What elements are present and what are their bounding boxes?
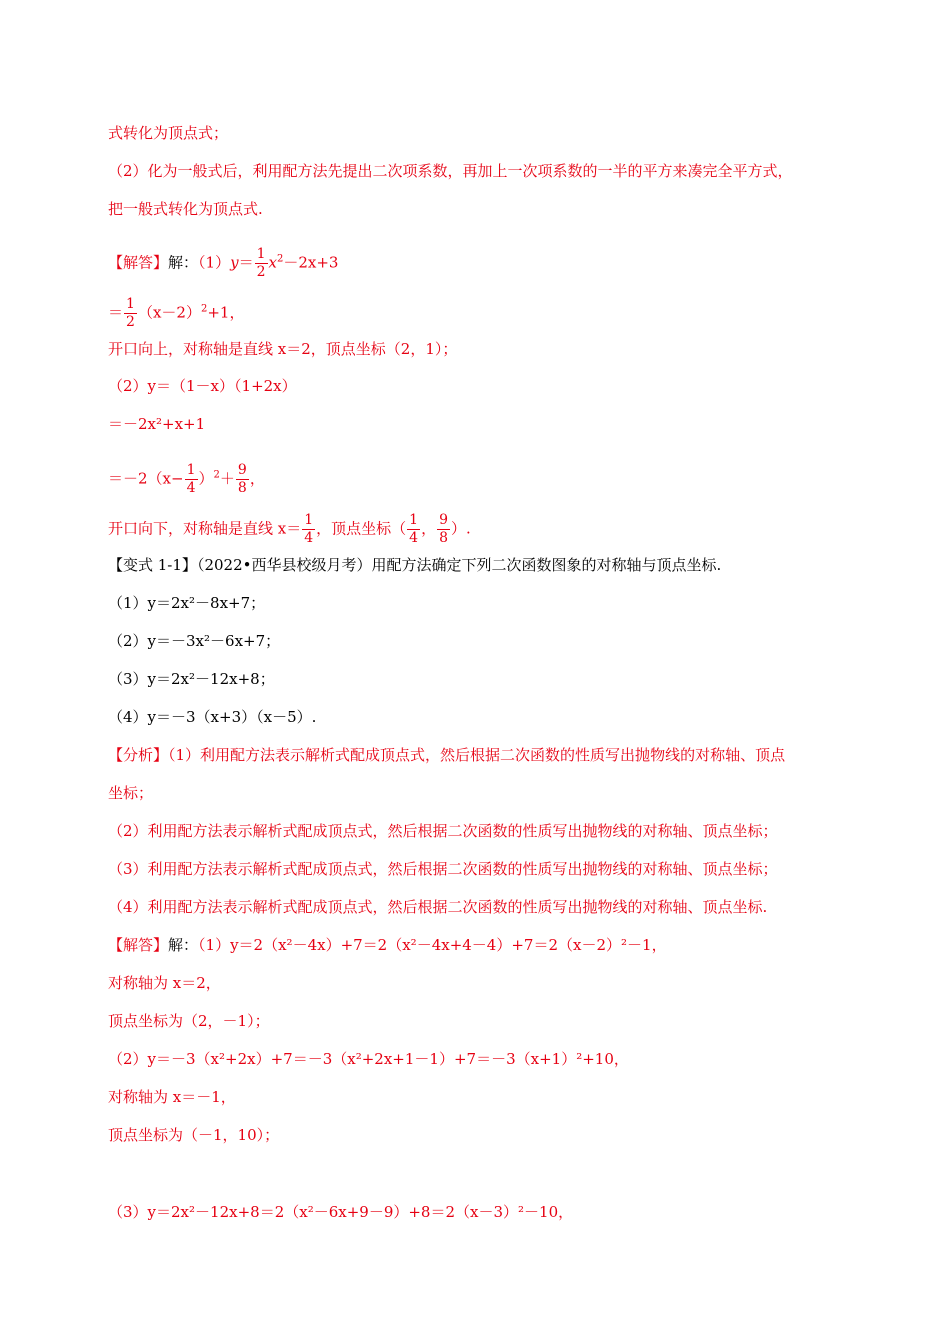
answer1-line3: 开口向上，对称轴是直线 x＝2，顶点坐标（2，1）； (108, 340, 458, 358)
variant-q3: （3）y＝2x²－12x+8； (108, 670, 275, 688)
fraction-half: $\frac{1}{2}$ (256, 246, 266, 280)
answer2-step2: （2）y＝－3（x²+2x）+7＝－3（x²+2x+1－1）+7＝－3（x+1）²+10， (108, 1050, 629, 1068)
answer2-axis2: 对称轴为 x＝－1， (108, 1088, 236, 1106)
answer2-step1 (108, 935, 667, 955)
expression: ＝－2（x− (108, 469, 184, 488)
answer2-vertex2: 顶点坐标为（－1，10）； (108, 1126, 280, 1144)
answer2-step3: （3）y＝2x²－12x+8＝2（x²－6x+9－9）+8＝2（x－3）²－10， (108, 1203, 574, 1221)
expression: ，顶点坐标（ (316, 519, 407, 538)
fraction-quarter: $\frac{1}{4}$ (304, 512, 314, 546)
analysis-text: （1）利用配方法表示解析式配成顶点式，然后根据二次函数的性质写出抛物线的对称轴、顶点 (168, 746, 786, 764)
fraction-nine-eighths: $\frac{9}{8}$ (237, 462, 247, 496)
expression: ）. (451, 519, 471, 538)
analysis2-p1-line1 (108, 745, 785, 765)
expression: ， (249, 469, 265, 488)
analysis2-p3: （3）利用配方法表示解析式配成顶点式，然后根据二次函数的性质写出抛物线的对称轴、顶点坐标； (108, 860, 778, 878)
analysis-part2-line1: （2）化为一般式后，利用配方法先提出二次项系数，再加上一次项系数的一半的平方来凑完全平方式， (108, 162, 793, 180)
analysis-part2-line2: 把一般式转化为顶点式. (108, 200, 263, 218)
answer1-line5: ＝－2x²+x+1 (108, 415, 206, 433)
answer2-axis1: 对称轴为 x＝2， (108, 974, 221, 992)
jie-label: 解： (168, 936, 199, 954)
question-text: （2022•西华县校级月考）用配方法确定下列二次函数图象的对称轴与顶点坐标. (196, 556, 722, 574)
analysis2-p1-line2: 坐标； (108, 784, 154, 802)
expression: （x－2） (137, 303, 201, 322)
variant-tag: 【变式 1-1】 (108, 556, 197, 574)
analysis-line: 式转化为顶点式； (108, 124, 229, 142)
answer-tag: 【解答】 (108, 936, 169, 954)
answer1-line7 (108, 512, 471, 547)
expression: ， (421, 519, 437, 538)
answer-tag: 【解答】 (108, 253, 169, 272)
variant-q2: （2）y＝－3x²－6x+7； (108, 632, 281, 650)
expression: 开口向下，对称轴是直线 x＝ (108, 519, 302, 538)
answer1-line4: （2）y＝（1－x）（1+2x） (108, 377, 297, 395)
part-label: （1） (198, 253, 231, 272)
answer1-line1: 【解答】解：（1）y＝ $\frac{1}{2}$ $x^2-2x+3$ (108, 246, 339, 280)
answer1-line6: ＝－2（x− $\frac{1}{4}$ ）$^2$＋ $\frac{9}{8}$ ， (108, 462, 265, 496)
expression: （1）y＝2（x²－4x）+7＝2（x²－4x+4－4）+7＝2（x－2）²－1， (198, 936, 667, 954)
variant-q4: （4）y＝－3（x+3）（x－5）. (108, 708, 317, 726)
fraction-quarter: $\frac{1}{4}$ (409, 512, 419, 546)
analysis-tag: 【分析】 (108, 746, 169, 764)
fraction-quarter: $\frac{1}{4}$ (186, 462, 196, 496)
answer2-vertex1: 顶点坐标为（2，－1）； (108, 1012, 270, 1030)
fraction-half: $\frac{1}{2}$ (126, 296, 135, 330)
analysis2-p2: （2）利用配方法表示解析式配成顶点式，然后根据二次函数的性质写出抛物线的对称轴、顶点坐标； (108, 822, 778, 840)
jie-label: 解： (168, 253, 199, 272)
expression: ） (198, 469, 214, 488)
answer1-line2: ＝ $\frac{1}{2}$ $(x-2)^2+1$， (108, 296, 245, 330)
fraction-nine-eighths: $\frac{9}{8}$ (439, 512, 449, 546)
expression: +1， (207, 303, 245, 322)
variant-q1: （1）y＝2x²－8x+7； (108, 594, 266, 612)
expression: －2x+3 (283, 253, 339, 272)
variant-question (108, 555, 721, 575)
analysis2-p4: （4）利用配方法表示解析式配成顶点式，然后根据二次函数的性质写出抛物线的对称轴、顶点坐标. (108, 898, 768, 916)
